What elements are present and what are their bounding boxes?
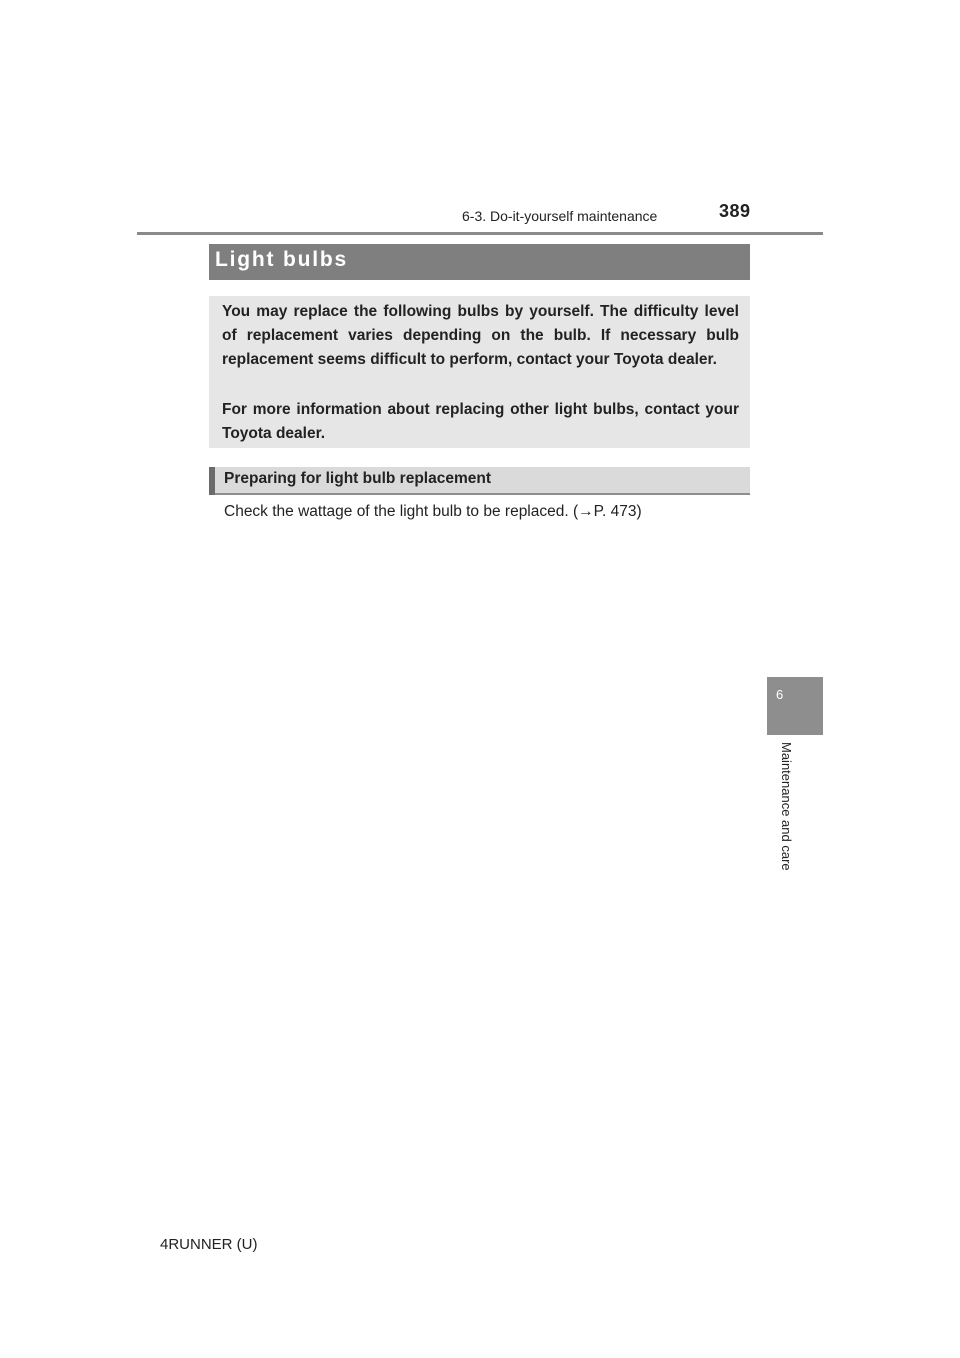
chapter-number: 6 bbox=[776, 687, 784, 702]
subsection-accent bbox=[209, 467, 215, 495]
subsection-heading: Preparing for light bulb replacement bbox=[224, 470, 491, 487]
intro-paragraph: For more information about replacing other light bulbs, contact your Toyota dealer. bbox=[222, 401, 739, 442]
page-title: Light bulbs bbox=[215, 248, 348, 271]
page-number: 389 bbox=[719, 201, 751, 221]
header-divider bbox=[137, 232, 823, 235]
section-title: 6-3. Do-it-yourself maintenance bbox=[462, 208, 658, 224]
footer-model: 4RUNNER (U) bbox=[160, 1236, 258, 1253]
intro-paragraph: You may replace the following bulbs by yourself. The difficulty level of replacement varies depending on the bulb. If necessary bulb replacement seems difficult to perform, contact your Toyota dealer. bbox=[222, 303, 739, 368]
intro-box bbox=[209, 296, 750, 448]
chapter-tab bbox=[767, 677, 823, 735]
body-text: Check the wattage of the light bulb to be replaced. (→P. 473) bbox=[224, 503, 642, 520]
chapter-title: Maintenance and care bbox=[779, 742, 794, 871]
